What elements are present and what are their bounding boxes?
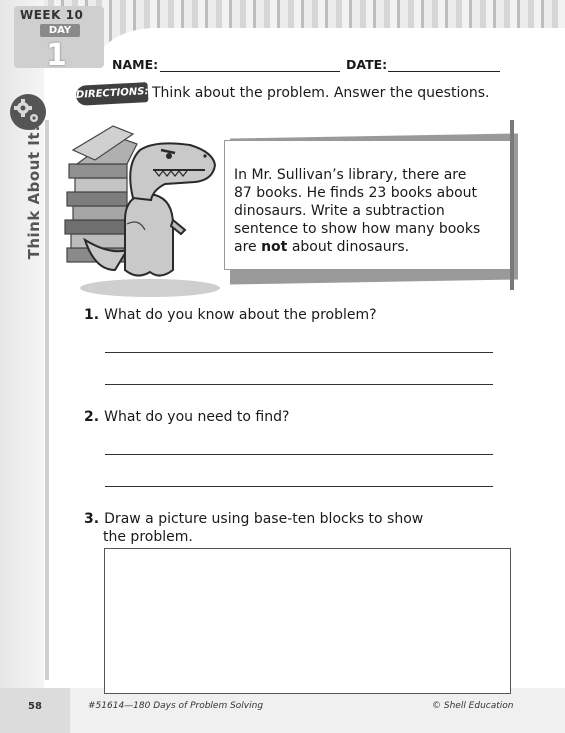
answer-line-2a[interactable] xyxy=(105,454,493,455)
answer-line-1a[interactable] xyxy=(105,352,493,353)
copyright: © Shell Education xyxy=(432,701,514,711)
card-post xyxy=(510,120,514,290)
section-title: Think About It! xyxy=(25,124,43,260)
question-3-number: 3. xyxy=(84,511,100,527)
answer-line-1b[interactable] xyxy=(105,384,493,385)
problem-line-5 xyxy=(234,238,506,256)
question-1-number: 1. xyxy=(84,307,100,323)
directions-text: Think about the problem. Answer the questions. xyxy=(152,85,490,101)
problem-line-4: sentence to show how many books xyxy=(234,221,481,237)
date-label: DATE: xyxy=(346,57,388,72)
drawing-box[interactable] xyxy=(104,548,511,694)
dinosaur-illustration xyxy=(55,120,255,300)
question-2 xyxy=(84,406,289,425)
week-label: WEEK 10 xyxy=(20,8,84,22)
problem-line-5-pre: are xyxy=(234,239,262,255)
question-3-text: Draw a picture using base-ten blocks to show xyxy=(104,511,424,527)
date-field[interactable] xyxy=(388,71,500,72)
problem-line-2: 87 books. He finds 23 books about xyxy=(234,185,478,201)
name-label: NAME: xyxy=(112,57,159,72)
problem-text xyxy=(234,166,506,256)
question-2-number: 2. xyxy=(84,409,100,425)
question-1 xyxy=(84,304,377,323)
name-field[interactable] xyxy=(160,71,340,72)
problem-line-5-post: about dinosaurs. xyxy=(287,239,410,255)
question-2-text: What do you need to find? xyxy=(104,409,290,425)
question-3-text-2: the problem. xyxy=(103,529,193,545)
problem-line-3: dinosaurs. Write a subtraction xyxy=(234,203,445,219)
day-label: DAY xyxy=(40,24,80,37)
question-1-text: What do you know about the problem? xyxy=(104,307,377,323)
problem-emphasis: not xyxy=(261,239,288,255)
question-3 xyxy=(84,509,423,546)
directions-tag: DIRECTIONS: xyxy=(76,82,149,106)
answer-line-2b[interactable] xyxy=(105,486,493,487)
page-number: 58 xyxy=(28,701,42,712)
day-number: 1 xyxy=(46,38,67,73)
top-curve-mask xyxy=(95,28,565,88)
book-title: #51614—180 Days of Problem Solving xyxy=(88,701,264,711)
problem-line-1: In Mr. Sullivan’s library, there are xyxy=(234,167,467,183)
